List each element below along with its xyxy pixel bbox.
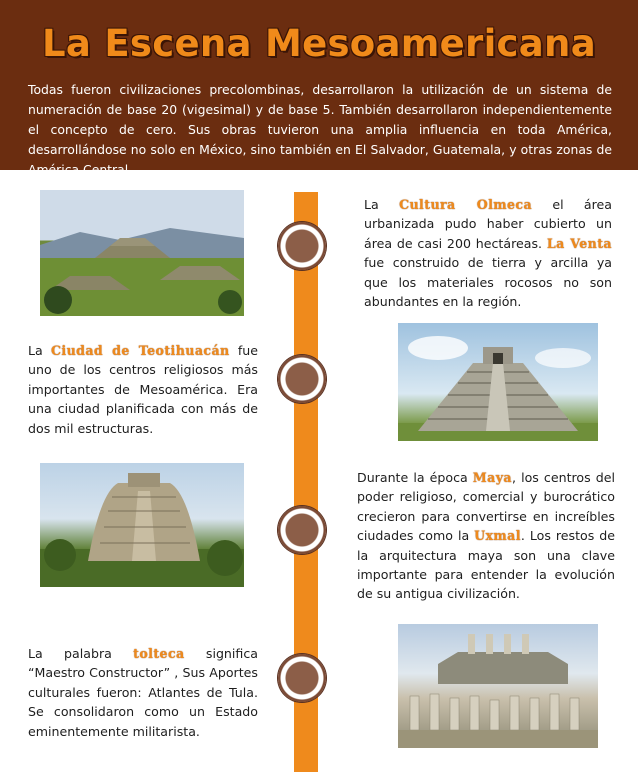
maya-post: . Los restos de la arquitectura maya son una clave importante para entender la evolución de su antigua civilización. — [357, 528, 615, 602]
olmeca-mid: el área urbanizada pudo haber cubierto un área de casi 200 hectáreas. — [364, 197, 613, 251]
tolteca-paragraph — [28, 644, 258, 741]
page-title: La Escena Mesoamericana — [42, 22, 596, 65]
teotihuacan-highlight: Ciudad de Teotihuacán — [50, 343, 230, 358]
photo-tula-columns — [398, 624, 598, 748]
timeline-node-2 — [278, 355, 326, 403]
tolteca-pre: La palabra — [28, 646, 134, 661]
maya-highlight: Maya — [472, 470, 512, 485]
uxmal-highlight: Uxmal — [474, 528, 521, 544]
tolteca-post: significa “Maestro Constructor” , Sus Aportes culturales fueron: Atlantes de Tula. Se consolidaron como un Estado eminentemente militarista. — [28, 646, 258, 739]
photo-plaza-ruins — [40, 190, 244, 316]
maya-mid: , los centros del poder religioso, comercial y burocrático crecieron para convertirse en increíbles ciudades como la — [357, 470, 615, 544]
olmeca-pre: La — [364, 197, 400, 212]
timeline-node-4 — [278, 654, 326, 702]
intro-paragraph: Todas fueron civilizaciones precolombinas, desarrollaron la utilización de un sistema de numeración de base 20 (vigesimal) y de base 5. También desarrollaron independientemente el concepto de cero. Sus obras tuvieron una amplia influencia en toda América, desarrollándose no solo en México, sino también en El Salvador, Guatemala, y otras zonas de América Central. — [28, 82, 612, 177]
maya-pre: Durante la época — [357, 470, 473, 485]
photo-uxmal-pyramid — [40, 463, 244, 587]
photo-chichen-itza-pyramid — [398, 323, 598, 441]
olmeca-post: fue construido de tierra y arcilla ya que los materiales rocosos no son abundantes en la región. — [364, 255, 612, 310]
timeline-node-1 — [278, 222, 326, 270]
teotihuacan-post: fue uno de los centros religiosos más importantes de Mesoamérica. Era una ciudad planificada con más de dos mil estructuras. — [28, 343, 258, 436]
tolteca-highlight: tolteca — [133, 646, 185, 661]
maya-paragraph — [357, 468, 615, 604]
teotihuacan-paragraph — [28, 341, 258, 438]
la-venta-highlight: La Venta — [546, 235, 612, 251]
olmeca-highlight: Cultura Olmeca — [399, 197, 533, 212]
timeline-node-3 — [278, 506, 326, 554]
header-banner — [0, 0, 638, 177]
olmeca-paragraph — [364, 195, 612, 311]
teotihuacan-pre: La — [28, 343, 51, 358]
